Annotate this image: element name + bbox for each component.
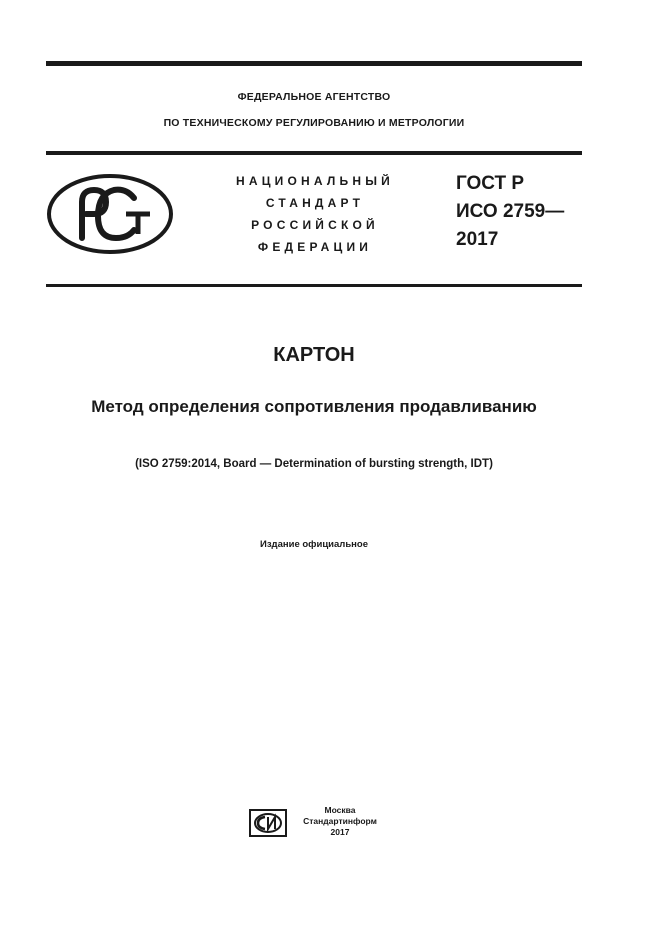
gost-code bbox=[456, 170, 596, 254]
standartinform-logo-icon bbox=[249, 809, 287, 837]
standard-word-3: РОССИЙСКОЙ bbox=[251, 218, 379, 232]
gost-code-line-2: ИСО 2759— bbox=[456, 201, 565, 222]
publisher-name: Стандартинформ bbox=[303, 816, 377, 826]
edition-label: Издание официальное bbox=[260, 539, 368, 550]
standard-word-1: НАЦИОНАЛЬНЫЙ bbox=[235, 174, 395, 188]
standard-block-rule bbox=[46, 284, 582, 287]
publisher-info bbox=[300, 805, 380, 838]
publisher-city: Москва bbox=[324, 805, 356, 815]
rst-gost-logo-icon bbox=[46, 172, 174, 256]
gost-code-line-3: 2017 bbox=[456, 229, 499, 250]
agency-line-1: ФЕДЕРАЛЬНОЕ АГЕНТСТВО bbox=[237, 91, 391, 103]
standard-word-2: СТАНДАРТ bbox=[265, 196, 365, 210]
national-standard-words bbox=[205, 170, 425, 258]
document-title: КАРТОН bbox=[273, 344, 355, 366]
top-rule bbox=[46, 61, 582, 66]
standard-word-4: ФЕДЕРАЦИИ bbox=[257, 240, 373, 254]
publisher-year: 2017 bbox=[330, 827, 350, 837]
gost-code-line-1: ГОСТ Р bbox=[456, 173, 525, 194]
agency-line-2: ПО ТЕХНИЧЕСКОМУ РЕГУЛИРОВАНИЮ И МЕТРОЛОГИИ bbox=[163, 117, 465, 129]
header-rule bbox=[46, 151, 582, 155]
document-subtitle: Метод определения сопротивления продавливанию bbox=[91, 397, 537, 416]
iso-reference: (ISO 2759:2014, Board — Determination of bursting strength, IDT) bbox=[135, 458, 493, 470]
